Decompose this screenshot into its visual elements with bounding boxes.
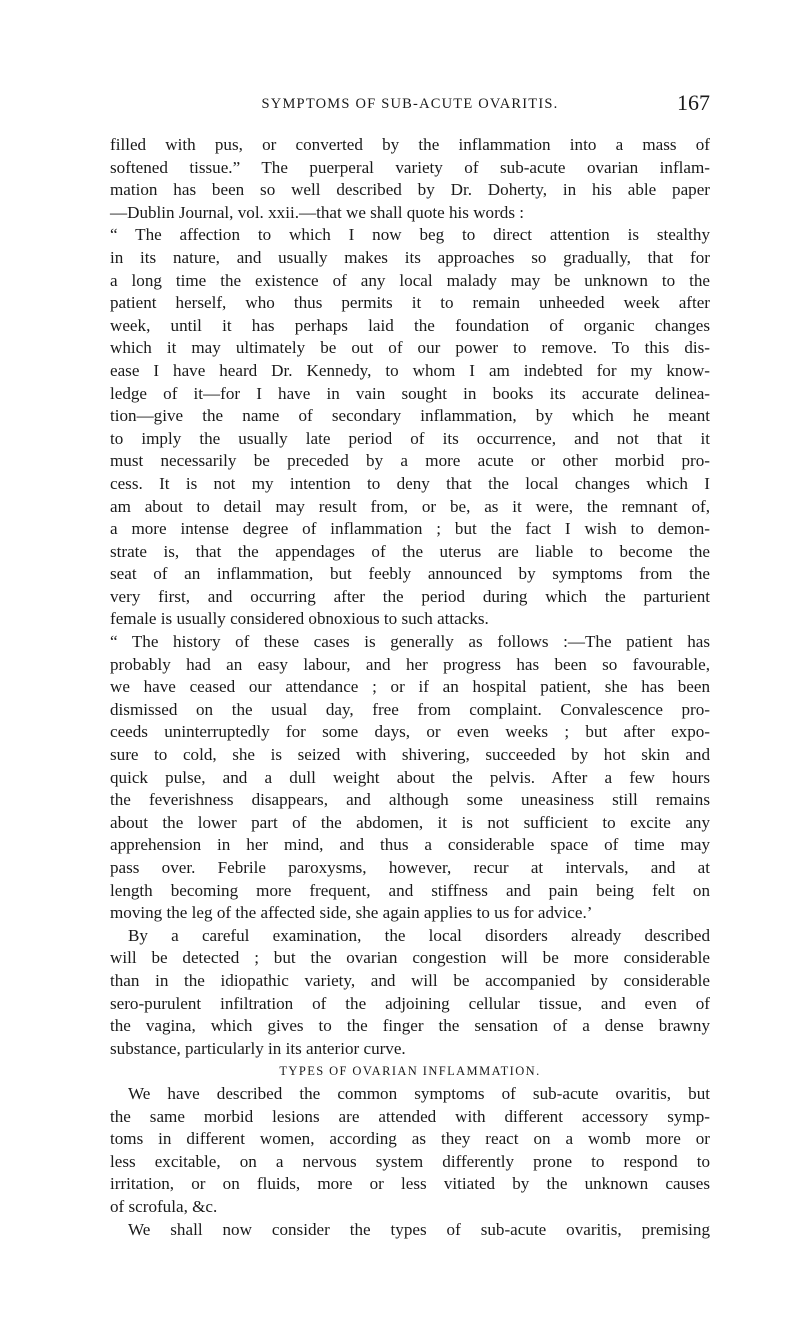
text-line: We have described the common symptoms of sub-acute ovaritis, but: [128, 1083, 710, 1103]
text-line: less excitable, on a nervous system differently prone to respond to: [110, 1151, 710, 1171]
text-line: sero-purulent infiltration of the adjoining cellular tissue, and even of: [110, 993, 710, 1013]
text-line: the feverishness disappears, and although some uneasiness still remains: [110, 790, 710, 810]
text-line: am about to detail may result from, or be, as it were, the remnant of,: [110, 496, 710, 516]
text-line: quick pulse, and a dull weight about the pelvis. After a few hours: [110, 767, 710, 787]
text-line: seat of an inflammation, but feebly announced by symptoms from the: [110, 564, 710, 584]
text-line: dismissed on the usual day, free from complaint. Convalescence pro-: [110, 699, 710, 719]
text-line: patient herself, who thus permits it to remain unheeded week after: [110, 293, 710, 313]
text-line: of scrofula, &c.: [110, 1196, 218, 1216]
text-line: tion—give the name of secondary inflammation, by which he meant: [110, 406, 710, 426]
page-number: 167: [677, 90, 710, 115]
text-line: a more intense degree of inflammation ; but the fact I wish to demon-: [110, 519, 710, 539]
running-head: [110, 90, 710, 114]
text-line: toms in different women, according as they react on a womb more or: [110, 1129, 710, 1149]
text-line: ease I have heard Dr. Kennedy, to whom I am indebted for my know-: [110, 360, 710, 380]
text-line: substance, particularly in its anterior curve.: [110, 1038, 406, 1058]
text-line: filled with pus, or converted by the inflammation into a mass of: [110, 135, 710, 154]
text-line: the same morbid lesions are attended with different accessory symp-: [110, 1106, 710, 1126]
text-line: week, until it has perhaps laid the foundation of organic changes: [110, 315, 710, 335]
section-heading: TYPES OF OVARIAN INFLAMMATION.: [279, 1064, 541, 1079]
body-text: [110, 134, 710, 1241]
text-line: cess. It is not my intention to deny that the local changes which I: [110, 473, 710, 493]
text-line: we have ceased our attendance ; or if an hospital patient, she has been: [110, 677, 710, 697]
text-line: We shall now consider the types of sub-acute ovaritis, premising: [128, 1219, 710, 1239]
text-line: the vagina, which gives to the finger the sensation of a dense brawny: [110, 1016, 710, 1036]
text-line: By a careful examination, the local disorders already described: [128, 925, 710, 945]
text-line: very first, and occurring after the period during which the parturient: [110, 586, 710, 606]
text-line: will be detected ; but the ovarian congestion will be more considerable: [110, 948, 710, 968]
text-line: to imply the usually late period of its occurrence, and not that it: [110, 428, 710, 448]
running-title: SYMPTOMS OF SUB-ACUTE OVARITIS.: [261, 96, 559, 112]
text-line: strate is, that the appendages of the uterus are liable to become the: [110, 541, 710, 561]
text-line: softened tissue.” The puerperal variety of sub-acute ovarian inflam-: [110, 157, 710, 177]
text-line: —Dublin Journal, vol. xxii.—that we shall quote his words :: [110, 202, 525, 222]
text-line: female is usually considered obnoxious to such attacks.: [110, 609, 489, 629]
text-line: ceeds uninterruptedly for some days, or even weeks ; but after expo-: [110, 722, 710, 742]
text-line: length becoming more frequent, and stiffness and pain being felt on: [110, 880, 710, 900]
text-line: sure to cold, she is seized with shivering, succeeded by hot skin and: [110, 745, 710, 765]
text-line: “ The history of these cases is generally as follows :—The patient has: [110, 632, 710, 652]
text-line: a long time the existence of any local malady may be unknown to the: [110, 270, 710, 290]
text-line: moving the leg of the affected side, she again applies to us for advice.’: [110, 903, 593, 923]
text-line: probably had an easy labour, and her progress has been so favourable,: [110, 654, 710, 674]
text-line: which it may ultimately be out of our power to remove. To this dis-: [110, 338, 710, 358]
text-line: ledge of it—for I have in vain sought in books its accurate delinea-: [110, 383, 710, 403]
text-line: than in the idiopathic variety, and will be accompanied by considerable: [110, 970, 710, 990]
text-line: mation has been so well described by Dr. Doherty, in his able paper: [110, 180, 710, 200]
text-line: in its nature, and usually makes its approaches so gradually, that for: [110, 247, 710, 267]
text-line: irritation, or on fluids, more or less vitiated by the unknown causes: [110, 1174, 710, 1194]
text-line: must necessarily be preceded by a more acute or other morbid pro-: [110, 451, 710, 471]
text-line: about the lower part of the abdomen, it is not sufficient to excite any: [110, 812, 710, 832]
text-line: “ The affection to which I now beg to direct attention is stealthy: [110, 225, 710, 245]
text-line: apprehension in her mind, and thus a considerable space of time may: [110, 835, 710, 855]
text-line: pass over. Febrile paroxysms, however, recur at intervals, and at: [110, 858, 710, 877]
